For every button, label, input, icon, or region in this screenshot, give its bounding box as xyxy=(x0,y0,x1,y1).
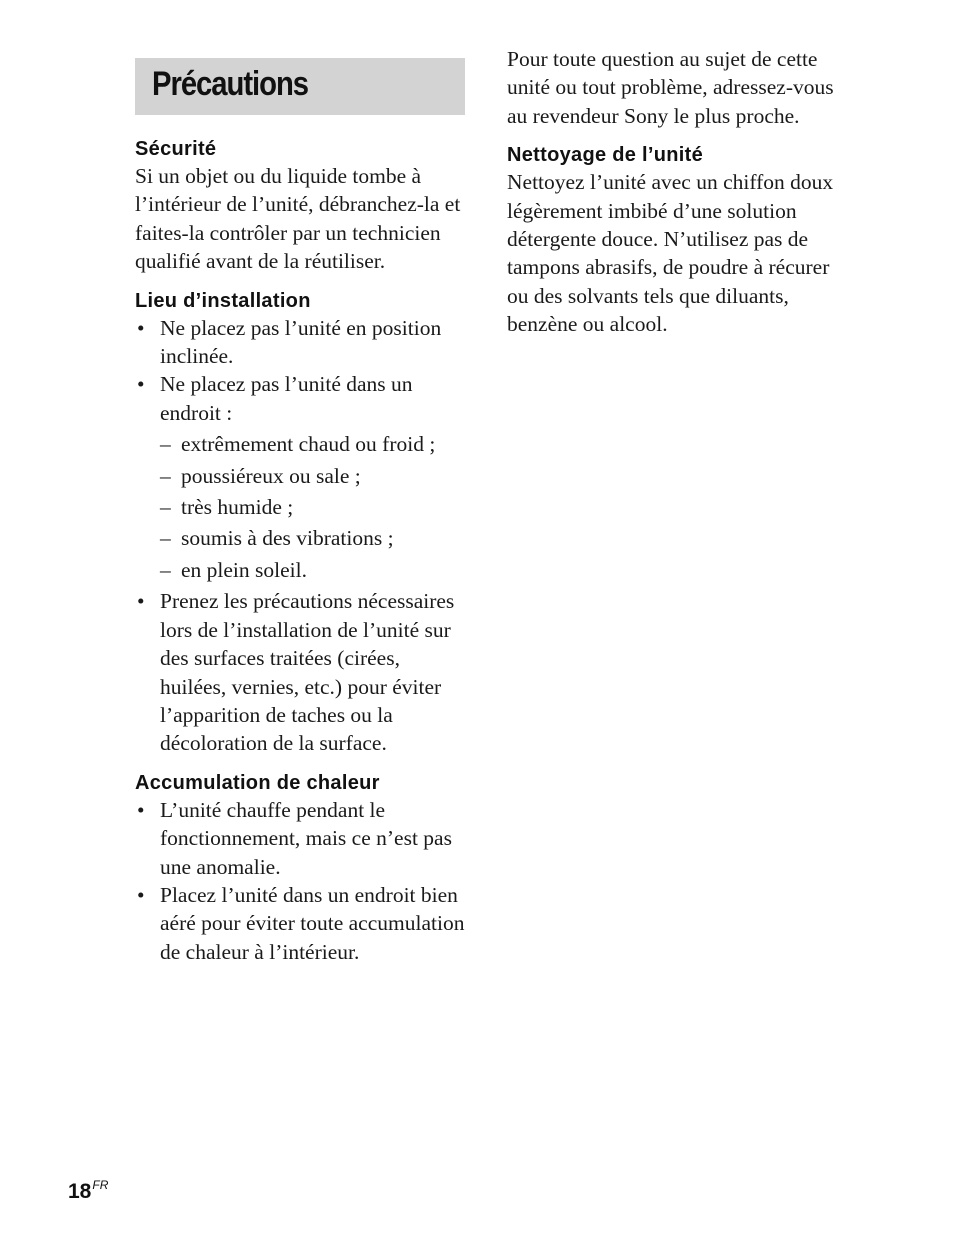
dash-item-text: très humide ; xyxy=(181,495,294,520)
dash-item-text: soumis à des vibrations ; xyxy=(181,526,394,551)
list-item-text: Placez l’unité dans un endroit bien aéré pour éviter toute accumulation de chaleur à l’intérieur. xyxy=(160,882,465,964)
dash-icon: – xyxy=(160,557,171,582)
dash-icon: – xyxy=(160,432,171,457)
dash-item xyxy=(160,493,470,521)
securite-text: Si un objet ou du liquide tombe à l’intérieur de l’unité, débranchez-la et faites-la contrôler par un technicien qualifié avant de la réutiliser. xyxy=(135,164,461,274)
dash-icon: – xyxy=(160,495,171,520)
securite-heading: Sécurité xyxy=(135,138,217,160)
nettoyage-heading: Nettoyage de l’unité xyxy=(507,144,704,167)
nettoyage-text: Nettoyez l’unité avec un chiffon doux légèrement imbibé d’une solution détergente douce. N’utilisez pas de tampons abrasifs, de poudre à récurer ou des solvants tels que diluants, benzène ou alcool. xyxy=(507,170,834,337)
bullet-icon: • xyxy=(137,589,145,614)
list-item-text: L’unité chauffe pendant le fonctionnement, mais ce n’est pas une anomalie. xyxy=(160,797,452,879)
page-title: Précautions xyxy=(152,65,309,103)
dash-item xyxy=(160,524,470,552)
page-language-suffix: FR xyxy=(92,1178,109,1192)
dash-item xyxy=(160,430,470,458)
chaleur-bullet-list xyxy=(135,796,470,966)
list-item-text: Ne placez pas l’unité dans un endroit : xyxy=(160,372,413,425)
dash-item xyxy=(160,556,470,584)
section-title-bar xyxy=(135,58,465,115)
bullet-icon: • xyxy=(137,315,145,340)
dash-item-text: poussiéreux ou sale ; xyxy=(181,463,361,488)
list-item xyxy=(135,314,470,371)
bullet-icon: • xyxy=(137,372,145,397)
chaleur-heading: Accumulation de chaleur xyxy=(135,771,380,794)
list-item-text: Prenez les précautions nécessaires lors de l’installation de l’unité sur des surfaces traitées (cirées, huilées, vernies, etc.) pour éviter l’apparition de taches ou la décoloration de la surface. xyxy=(160,589,455,756)
dash-item xyxy=(160,462,470,490)
dash-item-text: extrêmement chaud ou froid ; xyxy=(181,432,436,457)
list-item xyxy=(135,796,470,881)
list-item xyxy=(135,881,470,966)
page-number-value: 18 xyxy=(68,1180,92,1203)
bullet-icon: • xyxy=(137,882,145,907)
right-column xyxy=(507,45,847,339)
left-column xyxy=(135,136,470,966)
bullet-icon: • xyxy=(137,797,145,822)
dash-icon: – xyxy=(160,463,171,488)
conditions-dash-list xyxy=(160,430,470,584)
lieu-bullet-list xyxy=(135,314,470,758)
page-number xyxy=(68,1178,108,1204)
list-item xyxy=(135,370,470,584)
list-item-text: Ne placez pas l’unité en position inclinée. xyxy=(160,315,442,369)
lieu-heading: Lieu d’installation xyxy=(135,289,311,312)
dash-icon: – xyxy=(160,526,171,551)
list-item xyxy=(135,587,470,757)
dash-item-text: en plein soleil. xyxy=(181,557,307,582)
contact-text: Pour toute question au sujet de cette unité ou tout problème, adressez-vous au revendeur Sony le plus proche. xyxy=(507,47,834,128)
